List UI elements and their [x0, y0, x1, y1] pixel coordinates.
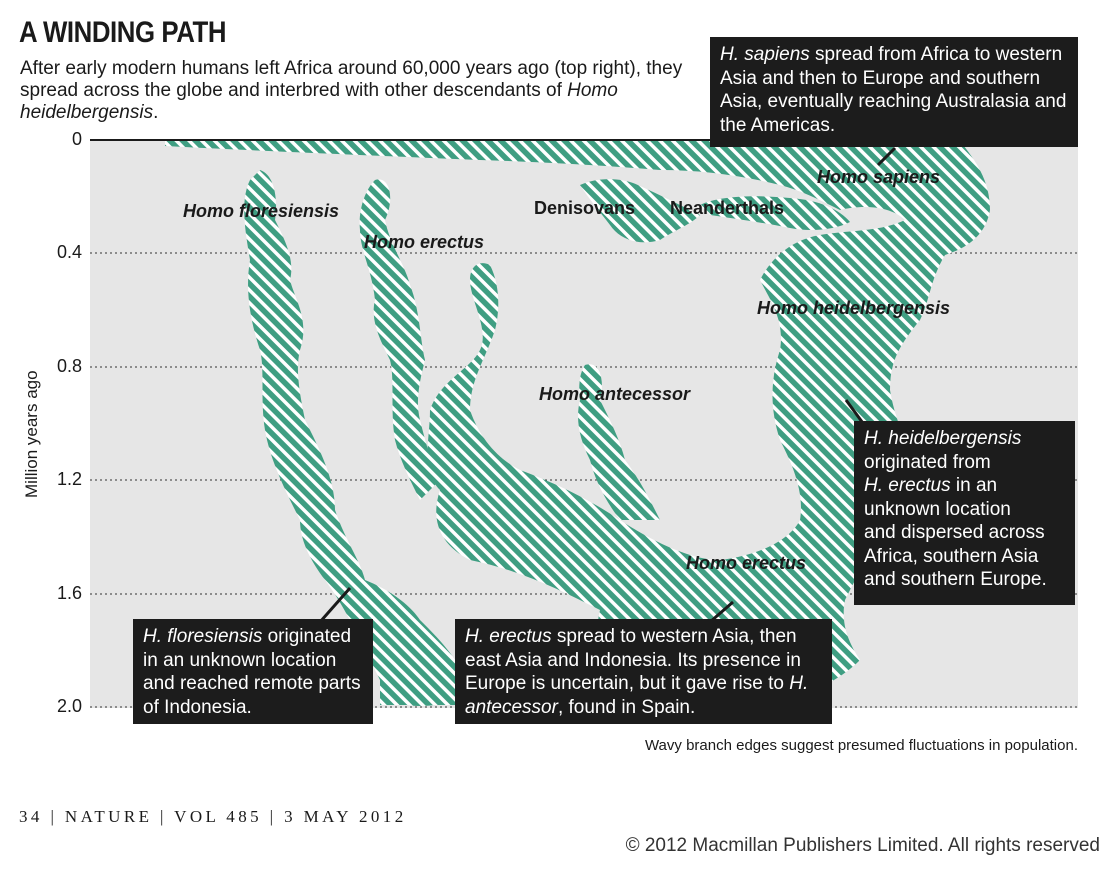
callout-heidelbergensis-line3: in an	[950, 475, 998, 496]
callout-erectus-antecessor: H. antecessor	[465, 673, 809, 718]
page-title: A WINDING PATH	[19, 16, 227, 49]
subtitle-species: Homo heidelbergensis	[20, 80, 618, 123]
label-homo-sapiens: Homo sapiens	[817, 167, 941, 187]
y-tick-1.6: 1.6	[56, 583, 82, 603]
callout-sapiens	[710, 37, 1078, 147]
subtitle-text: After early modern humans left Africa around 60,000 years ago (top right), they spread across the globe and interbred with other descendants of	[20, 58, 683, 101]
callout-erectus-text: spread to western Asia, then east Asia and Indonesia. Its presence in Europe is uncertain, but it gave rise to	[465, 626, 801, 694]
callout-heidelbergensis-line2: originated from	[864, 451, 991, 473]
callout-floresiensis-species: H. floresiensis	[143, 626, 263, 647]
callout-floresiensis-text: originated in an unknown location and reached remote parts of Indonesia.	[143, 626, 361, 718]
callout-heidelbergensis-line6: Africa, southern Asia	[864, 545, 1039, 567]
callout-heidelbergensis-line4: unknown location	[864, 498, 1011, 520]
label-homo-erectus-upper: Homo erectus	[364, 232, 485, 252]
label-denisovans: Denisovans	[534, 198, 636, 218]
callout-erectus-end: , found in Spain.	[557, 696, 696, 718]
page-footer: 34 | NATURE | VOL 485 | 3 MAY 2012	[19, 807, 407, 826]
figure-note: Wavy branch edges suggest presumed fluctuations in population.	[644, 737, 1078, 754]
callout-heidelbergensis-line7: and southern Europe.	[864, 569, 1047, 590]
y-axis-label: Million years ago	[22, 370, 41, 498]
y-tick-0: 0	[71, 129, 82, 149]
callout-heidelbergensis-species: H. heidelbergensis	[864, 428, 1022, 449]
callout-heidelbergensis-erectus: H. erectus	[864, 475, 951, 496]
callout-floresiensis	[133, 619, 373, 724]
y-tick-0.8: 0.8	[56, 356, 82, 376]
label-homo-floresiensis: Homo floresiensis	[183, 201, 340, 221]
label-homo-erectus-lower: Homo erectus	[686, 553, 807, 573]
callout-sapiens-text: spread from Africa to western Asia and then to Europe and southern Asia, eventually reaching Australasia and the Americas.	[720, 44, 1067, 136]
subtitle-end: .	[153, 102, 159, 123]
callout-sapiens-species: H. sapiens	[720, 44, 810, 65]
callout-erectus-species: H. erectus	[465, 626, 552, 647]
y-tick-0.4: 0.4	[56, 242, 82, 262]
y-tick-2.0: 2.0	[56, 696, 82, 716]
label-homo-antecessor: Homo antecessor	[539, 384, 691, 404]
callout-erectus	[455, 619, 832, 724]
y-tick-1.2: 1.2	[56, 469, 82, 489]
label-homo-heidelbergensis: Homo heidelbergensis	[757, 298, 951, 318]
callout-heidelbergensis	[854, 421, 1075, 605]
callout-heidelbergensis-line5: and dispersed across	[864, 522, 1045, 543]
copyright-notice: © 2012 Macmillan Publishers Limited. All rights reserved	[625, 835, 1100, 856]
label-neanderthals: Neanderthals	[670, 198, 785, 218]
